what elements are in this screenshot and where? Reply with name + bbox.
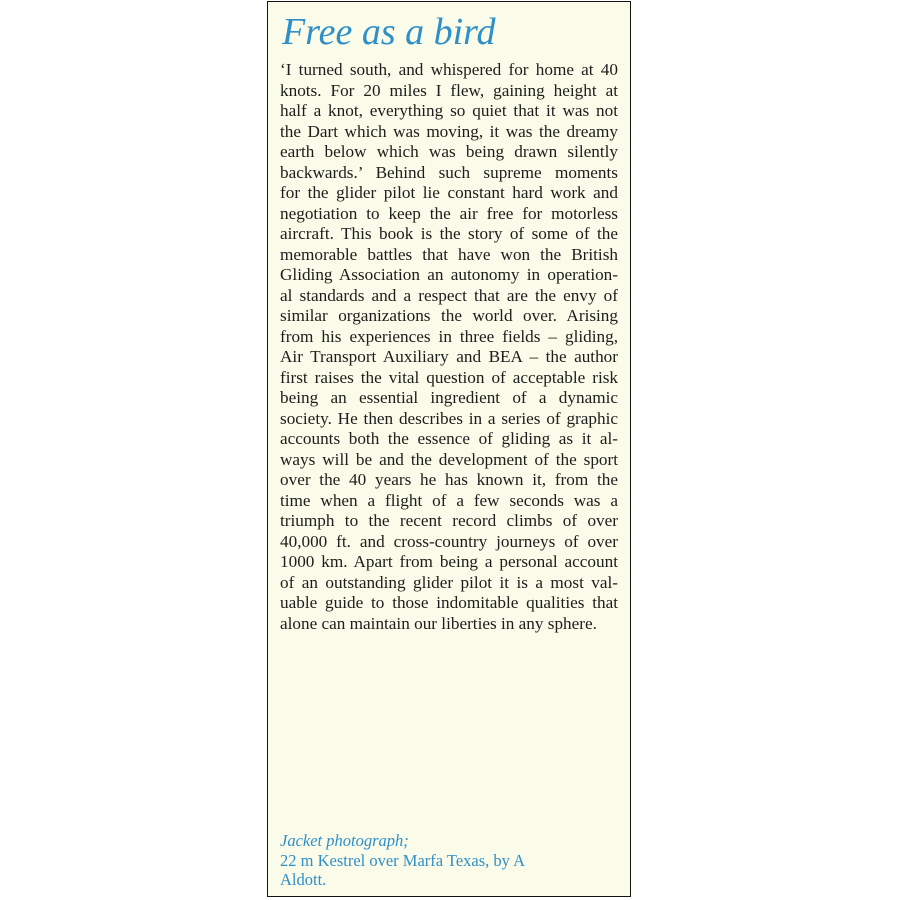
- blurb-line: ‘I turned south, and whispered for home at 40: [280, 60, 618, 79]
- photo-credit-line: 22 m Kestrel over Marfa Texas, by A: [280, 850, 526, 870]
- blurb-line: of an outstanding glider pilot it is a most val-: [280, 572, 618, 592]
- jacket-flap: [267, 1, 631, 897]
- blurb-line: negotiation to keep the air free for motorless: [280, 203, 618, 223]
- photo-credit: [280, 831, 620, 890]
- blurb-line: knots. For 20 miles I flew, gaining height at: [280, 80, 618, 100]
- blurb-line: 40,000 ft. and cross-country journeys of over: [280, 531, 618, 551]
- photo-credit-line: Aldott.: [280, 870, 327, 889]
- blurb-line: al standards and a respect that are the envy of: [280, 285, 618, 305]
- photo-credit-label: Jacket photograph;: [280, 831, 409, 850]
- blurb-line: backwards.’ Behind such supreme moments: [280, 162, 618, 182]
- blurb-line: earth below which was being drawn silently: [280, 142, 618, 161]
- blurb-line: for the glider pilot lie constant hard work and: [280, 183, 618, 202]
- flap-title: Free as a bird: [282, 11, 496, 53]
- blurb-line: Air Transport Auxiliary and BEA – the author: [280, 347, 618, 366]
- blurb-line: from his experiences in three fields – gliding,: [280, 326, 618, 346]
- blurb-text: [280, 60, 618, 634]
- blurb-line: time when a flight of a few seconds was a: [280, 490, 618, 510]
- blurb-line: triumph to the recent record climbs of over: [280, 511, 618, 530]
- blurb-line: uable guide to those indomitable qualities that: [280, 593, 618, 612]
- blurb-line: first raises the vital question of acceptable risk: [280, 367, 618, 387]
- blurb-line: accounts both the essence of gliding as it al-: [280, 429, 618, 448]
- blurb-line: 1000 km. Apart from being a personal account: [280, 552, 618, 571]
- blurb-line: aircraft. This book is the story of some of the: [280, 224, 618, 243]
- blurb-line: Gliding Association an autonomy in operation-: [280, 265, 618, 284]
- blurb-line: ways will be and the development of the sport: [280, 449, 618, 469]
- blurb-line: similar organizations the world over. Arising: [280, 306, 618, 325]
- blurb-line: the Dart which was moving, it was the dreamy: [280, 121, 618, 141]
- blurb-line: memorable battles that have won the British: [280, 244, 618, 264]
- blurb-line: alone can maintain our liberties in any sphere.: [280, 613, 597, 633]
- blurb-line: society. He then describes in a series of graphic: [280, 408, 618, 428]
- blurb-line: half a knot, everything so quiet that it was not: [280, 101, 618, 120]
- blurb-line: over the 40 years he has known it, from the: [280, 470, 618, 489]
- blurb-line: being an essential ingredient of a dynamic: [280, 388, 618, 407]
